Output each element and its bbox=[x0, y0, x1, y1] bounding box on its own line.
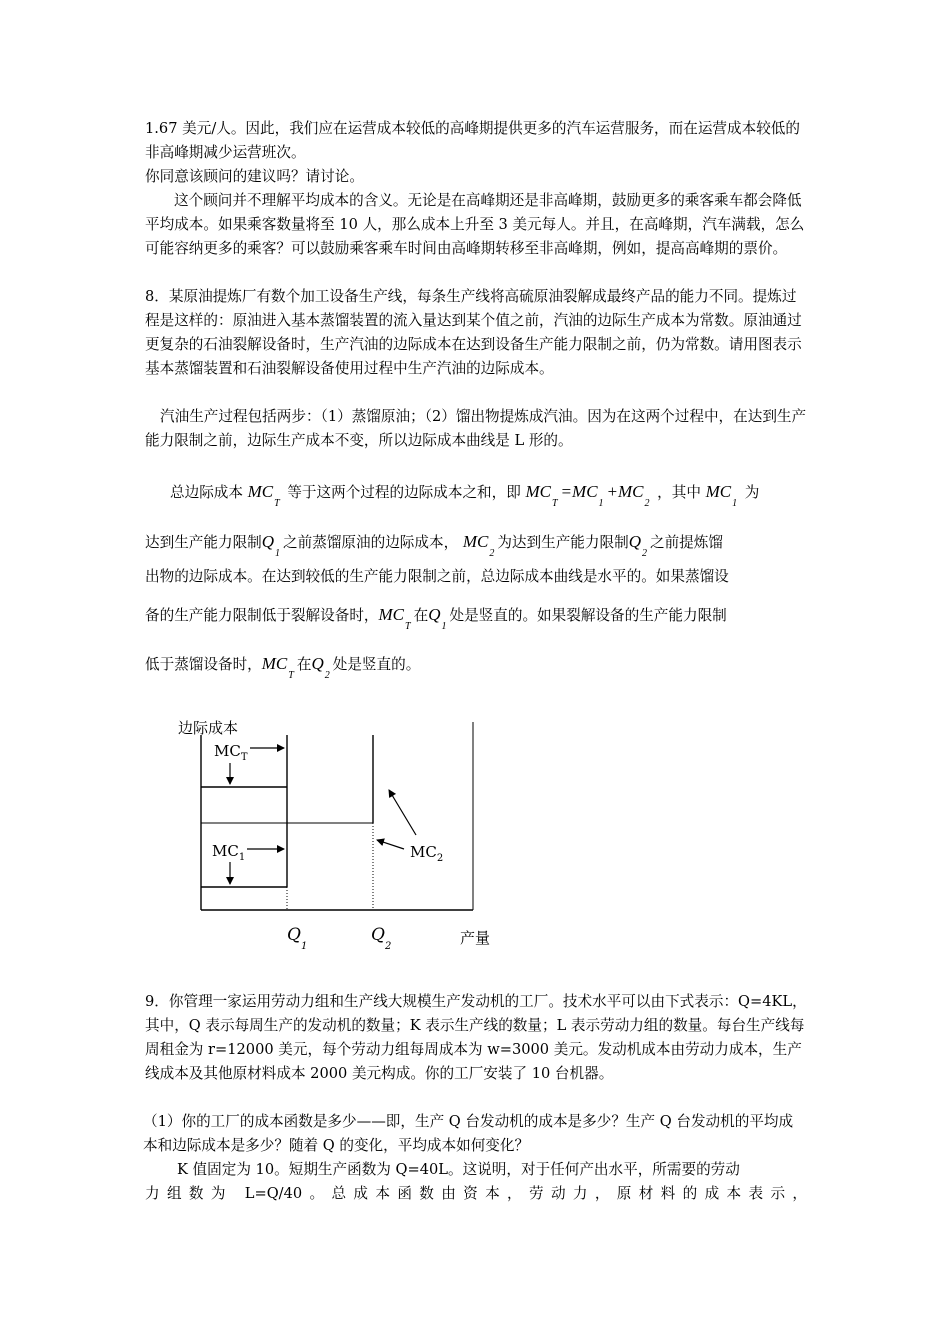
para-mc1-mc2 bbox=[145, 530, 807, 557]
math-mc-t: $MC_T$ bbox=[261, 654, 294, 681]
math-q1: $Q_1$ bbox=[428, 605, 447, 632]
para-answer-9-1-cont: 力组数为 L=Q/40。总成本函数由资本，劳动力，原材料的成本表示， bbox=[145, 1185, 807, 1202]
para-question: 你同意该顾问的建议吗？请讨论。 bbox=[145, 168, 364, 185]
math-q2: $Q_2$ bbox=[311, 654, 330, 681]
para-answer-9-1: K 值固定为 10。短期生产函数为 Q=40L。这说明，对于任何产出水平，所需要的劳动 bbox=[177, 1161, 740, 1178]
text-segment: 达到生产能力限制 bbox=[145, 534, 262, 551]
text-segment: ，其中 bbox=[657, 484, 701, 501]
para-question-9: 9．你管理一家运用劳动力组和生产线大规模生产发动机的工厂。技术水平可以由下式表示：Q=4KL，其中，Q 表示每周生产的发动机的数量；K 表示生产线的数量；L 表示劳动力组的数量。每台生产线每周租金为 r=12000 美元，每个劳动力组每周成本为 w=3000 美元。发动机成本由劳动力成本，生产线成本及其他原材料成本 2000 美元构成。你的工厂安装了 10 台机器。 bbox=[145, 993, 807, 1082]
para-question-8: 8．某原油提炼厂有数个加工设备生产线，每条生产线将高硫原油裂解成最终产品的能力不同。提炼过程是这样的：原油进入基本蒸馏装置的流入量达到某个值之前，汽油的边际生产成本为常数。原油通过更复杂的石油裂解设备时，生产汽油的边际成本在达到设备生产能力限制之前，仍为常数。请用图表示基本蒸馏装置和石油裂解设备使用过程中生产汽油的边际成本。 bbox=[145, 288, 802, 377]
q2-tick-label: $Q_2$ bbox=[371, 925, 392, 952]
text-segment: 处是竖直的。 bbox=[332, 656, 421, 673]
para-answer-7: 这个顾问并不理解平均成本的含义。无论是在高峰期还是非高峰期，鼓励更多的乘客乘车都会降低平均成本。如果乘客数量将至 10 人，那么成本上升至 3 美元每人。并且，在高峰期，汽车满载，怎么可能容纳更多的乘客？可以鼓励乘客乘车时间由高峰期转移至非高峰期，例如，提高高峰期的票价。 bbox=[145, 192, 805, 257]
y-axis-label: 边际成本 bbox=[178, 719, 239, 737]
para-answer-8: 汽油生产过程包括两步：（1）蒸馏原油；（2）馏出物提炼成汽油。因为在这两个过程中，在达到生产能力限制之前，边际生产成本不变，所以边际成本曲线是 L 形的。 bbox=[145, 408, 807, 449]
text-segment: 为达到生产能力限制 bbox=[497, 534, 629, 551]
text-segment: 等于这两个过程的边际成本之和，即 bbox=[287, 484, 521, 501]
mc2-arrow-up bbox=[389, 790, 416, 835]
para-horizontal: 出物的边际成本。在达到较低的生产能力限制之前，总边际成本曲线是水平的。如果蒸馏设 bbox=[145, 568, 729, 585]
para-vertical-q1 bbox=[145, 603, 807, 630]
text-segment: 在 bbox=[296, 656, 312, 673]
text-segment: 低于蒸馏设备时， bbox=[145, 656, 262, 673]
text-segment: 备的生产能力限制低于裂解设备时， bbox=[145, 607, 379, 624]
text-segment: 之前提炼馏 bbox=[649, 534, 723, 551]
mct-label: $MC_T$ bbox=[214, 742, 248, 763]
mc1-label: $MC_1$ bbox=[212, 842, 246, 863]
math-equation: $MC_T=MC_1+MC_2$ bbox=[525, 482, 650, 509]
math-q2: $Q_2$ bbox=[628, 532, 647, 559]
para-question-9-1: （1）你的工厂的成本函数是多少——即，生产 Q 台发动机的成本是多少？生产 Q 台发动机的平均成本和边际成本是多少？随着 Q 的变化，平均成本如何变化？ bbox=[143, 1113, 794, 1154]
text-segment: 之前蒸馏原油的边际成本， bbox=[283, 534, 459, 551]
para-vertical-q2 bbox=[145, 652, 807, 679]
x-axis-label: 产量 bbox=[460, 929, 491, 947]
text-segment: 总边际成本 bbox=[170, 484, 243, 501]
math-mc-2: $MC_2$ bbox=[462, 532, 495, 559]
math-q1: $Q_1$ bbox=[261, 532, 281, 559]
para-continuation: 1.67 美元/人。因此，我们应在运营成本较低的高峰期提供更多的汽车运营服务，而在运营成本较低的非高峰期减少运营班次。 bbox=[145, 120, 800, 161]
math-mc-t: $MC_T$ bbox=[247, 482, 280, 509]
math-mc-1: $MC_1$ bbox=[705, 482, 738, 509]
mc2-arrow-left bbox=[377, 840, 404, 849]
para-mct-definition bbox=[145, 480, 825, 507]
text-segment: 在 bbox=[413, 607, 429, 624]
mc2-label: $MC_2$ bbox=[410, 843, 444, 864]
math-mc-t: $MC_T$ bbox=[378, 605, 411, 632]
q1-tick-label: $Q_1$ bbox=[287, 925, 308, 952]
text-segment: 为 bbox=[744, 484, 760, 501]
text-segment: 处是竖直的。如果裂解设备的生产能力限制 bbox=[449, 607, 727, 624]
